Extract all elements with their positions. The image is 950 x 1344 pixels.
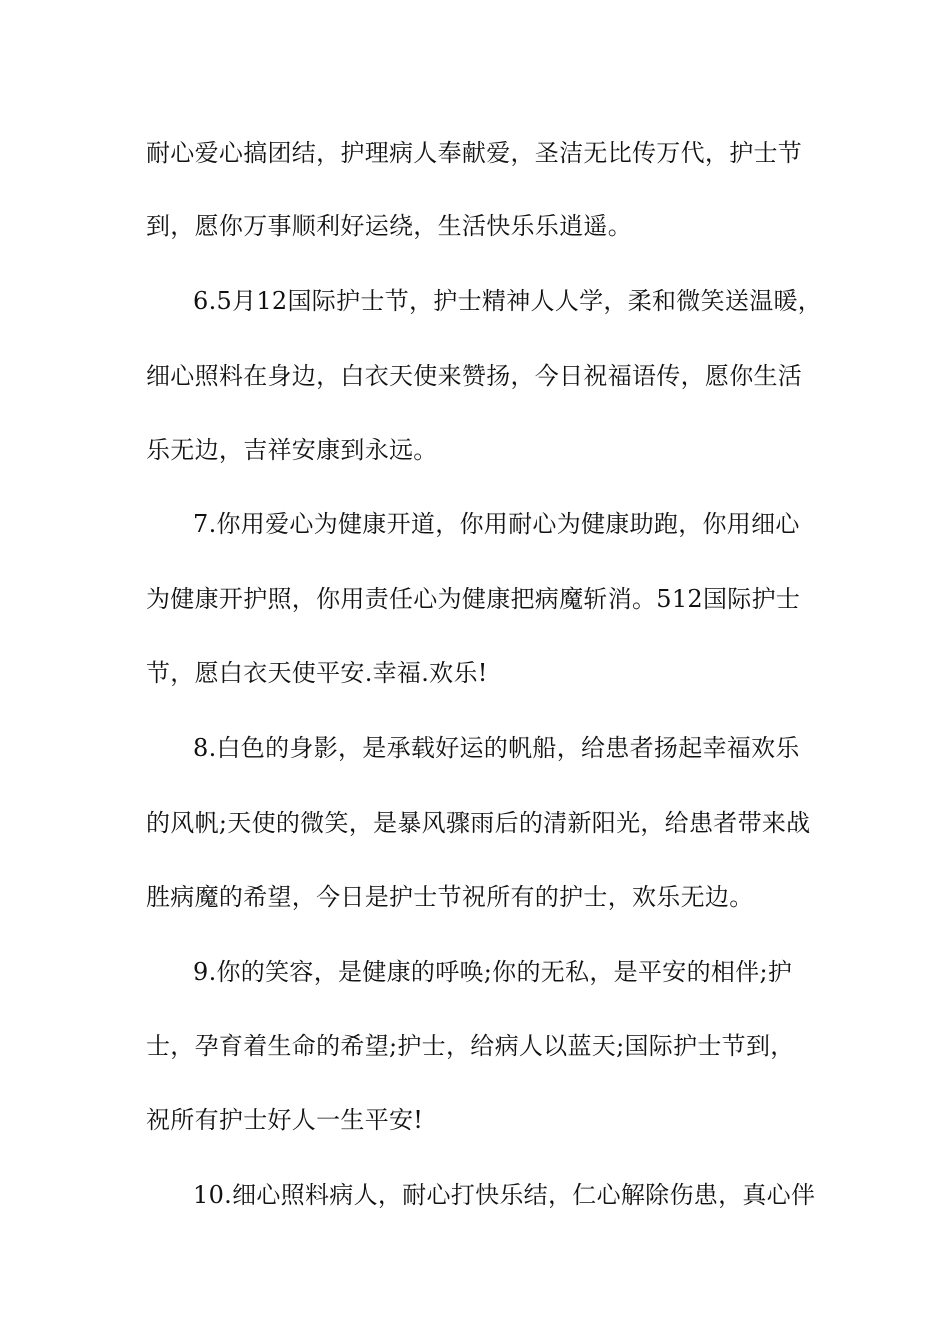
text-line: 耐心爱心搞团结，护理病人奉献爱，圣洁无比传万代，护士节 — [146, 139, 803, 167]
paragraph-7-start: 7.你用爱心为健康开道，你用耐心为健康助跑，你用细心 — [193, 510, 800, 538]
paragraph-9-start: 9.你的笑容，是健康的呼唤;你的无私，是平安的相伴;护 — [193, 958, 793, 986]
text-line: 到，愿你万事顺利好运绕，生活快乐乐逍遥。 — [146, 212, 632, 240]
text-line: 节，愿白衣天使平安.幸福.欢乐! — [146, 659, 488, 687]
paragraph-10-start: 10.细心照料病人，耐心打快乐结，仁心解除伤患，真心伴 — [193, 1181, 816, 1209]
text-line: 胜病魔的希望，今日是护士节祝所有的护士，欢乐无边。 — [146, 883, 754, 911]
paragraph-8-start: 8.白色的身影，是承载好运的帆船，给患者扬起幸福欢乐 — [193, 734, 800, 762]
text-line: 士，孕育着生命的希望;护士，给病人以蓝天;国际护士节到， — [146, 1032, 795, 1060]
paragraph-6-start: 6.5月12国际护士节，护士精神人人学，柔和微笑送温暖， — [193, 287, 823, 315]
text-line: 细心照料在身边，白衣天使来赞扬，今日祝福语传，愿你生活 — [146, 362, 803, 390]
text-line: 祝所有护士好人一生平安! — [146, 1106, 424, 1134]
text-line: 乐无边，吉祥安康到永远。 — [146, 436, 438, 464]
text-line: 的风帆;天使的微笑，是暴风骤雨后的清新阳光，给患者带来战 — [146, 809, 811, 837]
text-line: 为健康开护照，你用责任心为健康把病魔斩消。512国际护士 — [146, 585, 801, 613]
